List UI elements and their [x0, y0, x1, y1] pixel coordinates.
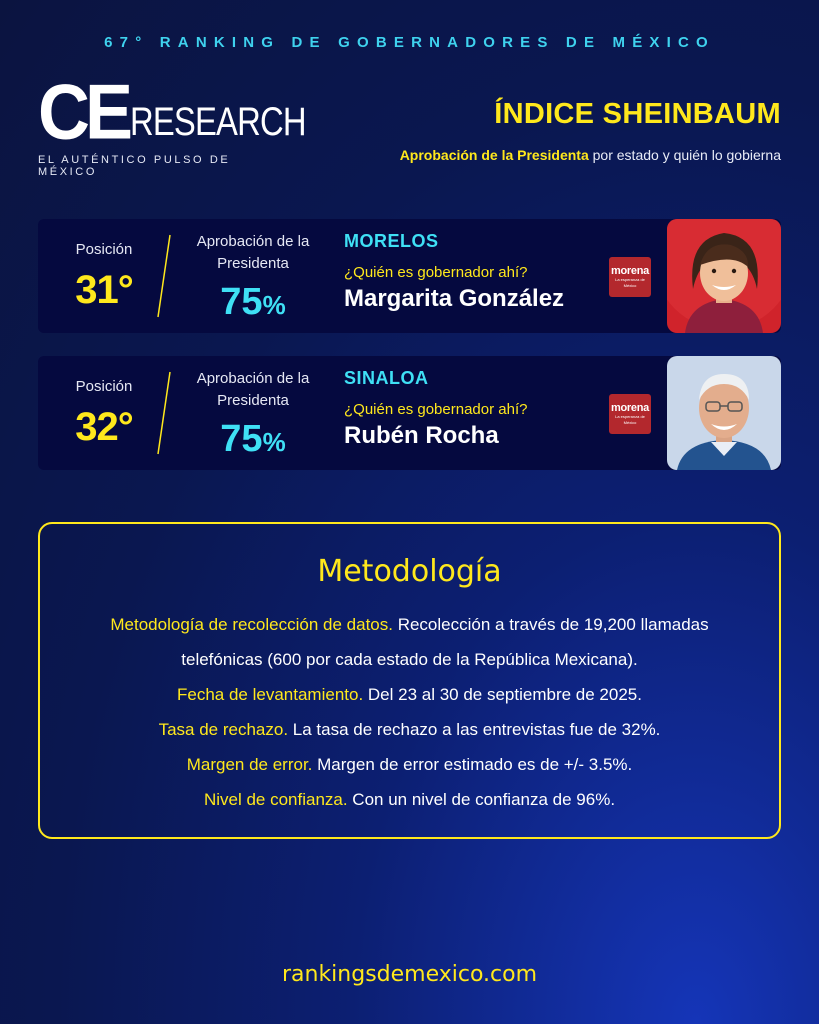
methodology-body [40, 607, 779, 817]
position-label: Posición [75, 241, 133, 258]
methodology-text: Con un nivel de confianza de 96%. [347, 790, 616, 809]
governor-card-sinaloa [38, 356, 781, 470]
index-subtitle [400, 147, 781, 163]
approval-block [184, 219, 322, 333]
morena-logo [609, 394, 651, 434]
footer-url[interactable]: rankingsdemexico.com [281, 962, 538, 987]
approval-label: Aprobación de la Presidenta [196, 370, 310, 409]
methodology-key: Nivel de confianza. [203, 790, 348, 809]
index-subtitle-highlight: Aprobación de la Presidenta [399, 147, 589, 163]
logo-mark [38, 69, 306, 156]
approval-percent: % [262, 427, 286, 457]
approval-value [184, 281, 322, 324]
approval-label: Aprobación de la Presidenta [196, 233, 310, 272]
methodology-line [40, 747, 779, 782]
index-subtitle-rest: por estado y quién lo gobierna [588, 147, 781, 163]
position-block [38, 219, 170, 333]
logo-tagline: EL AUTÉNTICO PULSO DE MÉXICO [38, 154, 231, 178]
methodology-line [40, 712, 779, 747]
governor-photo [667, 356, 781, 470]
party-name: morena [611, 265, 649, 277]
approval-block [184, 356, 322, 470]
methodology-line [40, 607, 779, 642]
methodology-text: Del 23 al 30 de septiembre de 2025. [363, 685, 642, 704]
approval-number: 75 [220, 281, 263, 323]
governor-portrait-icon [667, 219, 781, 333]
governor-question: ¿Quién es gobernador ahí? [344, 264, 528, 281]
governor-photo [667, 219, 781, 333]
ranking-title: 67° RANKING DE GOBERNADORES DE MÉXICO [104, 34, 715, 51]
divider-slash [156, 233, 172, 319]
morena-logo [609, 257, 651, 297]
position-label: Posición [75, 378, 133, 395]
methodology-line [40, 642, 779, 677]
party-tagline: La esperanza de México [615, 277, 645, 288]
methodology-key: Fecha de levantamiento. [177, 685, 364, 704]
position-block [38, 356, 170, 470]
governor-card-morelos [38, 219, 781, 333]
logo-ce: CE [38, 69, 129, 156]
governor-name: Rubén Rocha [344, 422, 499, 449]
approval-percent: % [262, 290, 286, 320]
methodology-text: La tasa de rechazo a las entrevistas fue de 32%. [288, 720, 661, 739]
methodology-text: Recolección a través de 19,200 llamadas [392, 615, 709, 634]
index-header [400, 98, 781, 163]
governor-portrait-icon [667, 356, 781, 470]
methodology-title: Metodología [317, 554, 502, 589]
methodology-text: telefónicas (600 por cada estado de la República Mexicana). [181, 650, 638, 669]
state-name: SINALOA [344, 368, 429, 388]
party-tagline: La esperanza de México [615, 414, 645, 425]
methodology-line [40, 677, 779, 712]
governor-question: ¿Quién es gobernador ahí? [344, 401, 528, 418]
governor-name: Margarita González [344, 285, 565, 312]
state-block [344, 356, 594, 470]
divider-slash [156, 370, 172, 456]
approval-value [184, 418, 322, 461]
state-name: MORELOS [344, 231, 439, 251]
state-block [344, 219, 594, 333]
methodology-line [40, 782, 779, 817]
methodology-key: Margen de error. [186, 755, 313, 774]
position-value: 32° [75, 405, 133, 449]
index-title: ÍNDICE SHEINBAUM [494, 98, 781, 130]
methodology-box [38, 522, 781, 839]
methodology-key: Metodología de recolección de datos. [110, 615, 393, 634]
logo-research: RESEARCH [130, 100, 306, 144]
ce-research-logo [38, 69, 306, 178]
approval-number: 75 [220, 418, 263, 460]
position-value: 31° [75, 268, 133, 312]
methodology-text: Margen de error estimado es de +/- 3.5%. [312, 755, 633, 774]
methodology-key: Tasa de rechazo. [158, 720, 289, 739]
party-name: morena [611, 402, 649, 414]
